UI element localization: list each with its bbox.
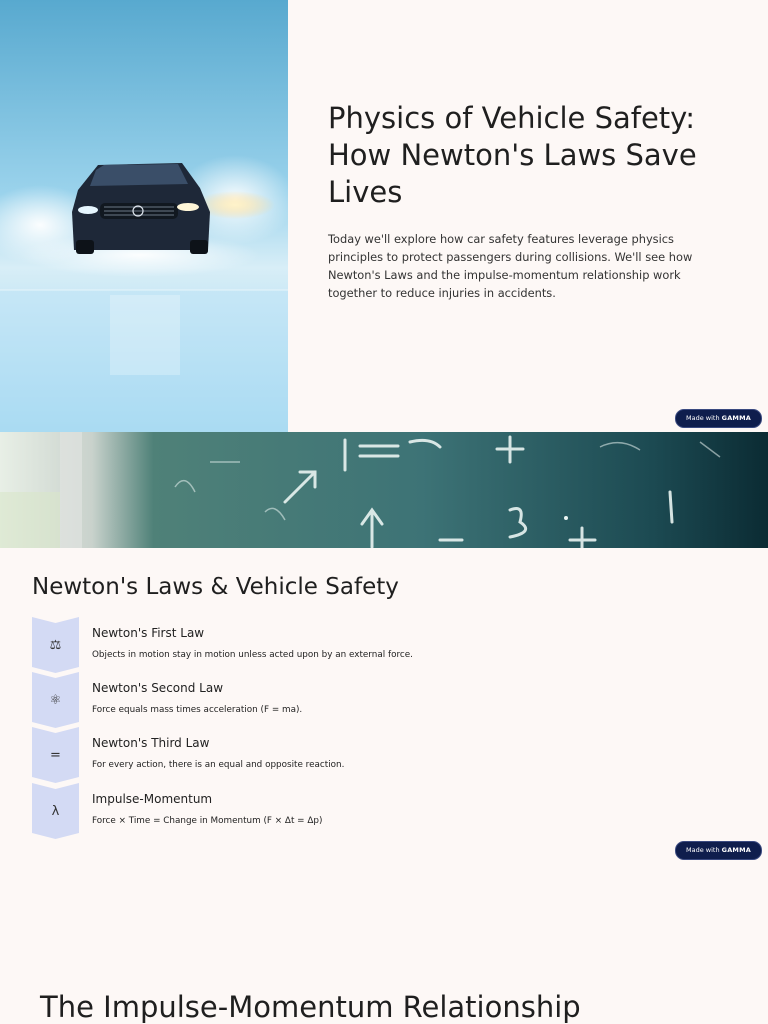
law-title: Newton's Third Law	[92, 736, 210, 750]
section-title: The Impulse-Momentum Relationship	[40, 990, 581, 1024]
atom-icon: ⚛	[49, 692, 62, 708]
slide-newtons-laws	[0, 432, 768, 864]
law-item-second	[32, 672, 732, 728]
made-with-gamma-badge[interactable]	[675, 409, 762, 428]
law-item-third	[32, 727, 732, 783]
law-description: Objects in motion stay in motion unless acted upon by an external force.	[92, 650, 413, 660]
gamma-logo: GAMMA	[721, 846, 751, 854]
law-description: Force × Time = Change in Momentum (F × Δt = Δp)	[92, 816, 323, 826]
made-with-gamma-badge[interactable]	[675, 841, 762, 860]
badge-prefix: Made with	[686, 846, 720, 854]
law-title: Newton's First Law	[92, 626, 205, 640]
section-title: Newton's Laws & Vehicle Safety	[32, 574, 399, 600]
presentation-title: Physics of Vehicle Safety: How Newton's Laws Save Lives	[328, 101, 697, 209]
lambda-icon: λ	[51, 803, 60, 819]
slide-title	[0, 0, 768, 432]
balance-icon: ⚖	[49, 637, 62, 653]
car-hero-image	[0, 0, 288, 432]
chalkboard-banner-image	[0, 432, 768, 548]
law-description: Force equals mass times acceleration (F = ma).	[92, 705, 303, 715]
law-description: For every action, there is an equal and opposite reaction.	[92, 760, 345, 770]
badge-prefix: Made with	[686, 414, 720, 422]
slide-impulse-momentum	[0, 864, 768, 1024]
law-title: Newton's Second Law	[92, 681, 224, 695]
law-item-first	[32, 617, 732, 673]
equals-icon: =	[50, 747, 61, 763]
intro-paragraph: Today we'll explore how car safety features leverage physics principles to protect passengers during collisions. We'll see how Newton's Laws and the impulse-momentum relationship work together to reduce injuries in accidents.	[328, 232, 693, 300]
law-item-impulse	[32, 783, 732, 839]
gamma-logo: GAMMA	[721, 414, 751, 422]
law-title: Impulse-Momentum	[92, 792, 213, 806]
